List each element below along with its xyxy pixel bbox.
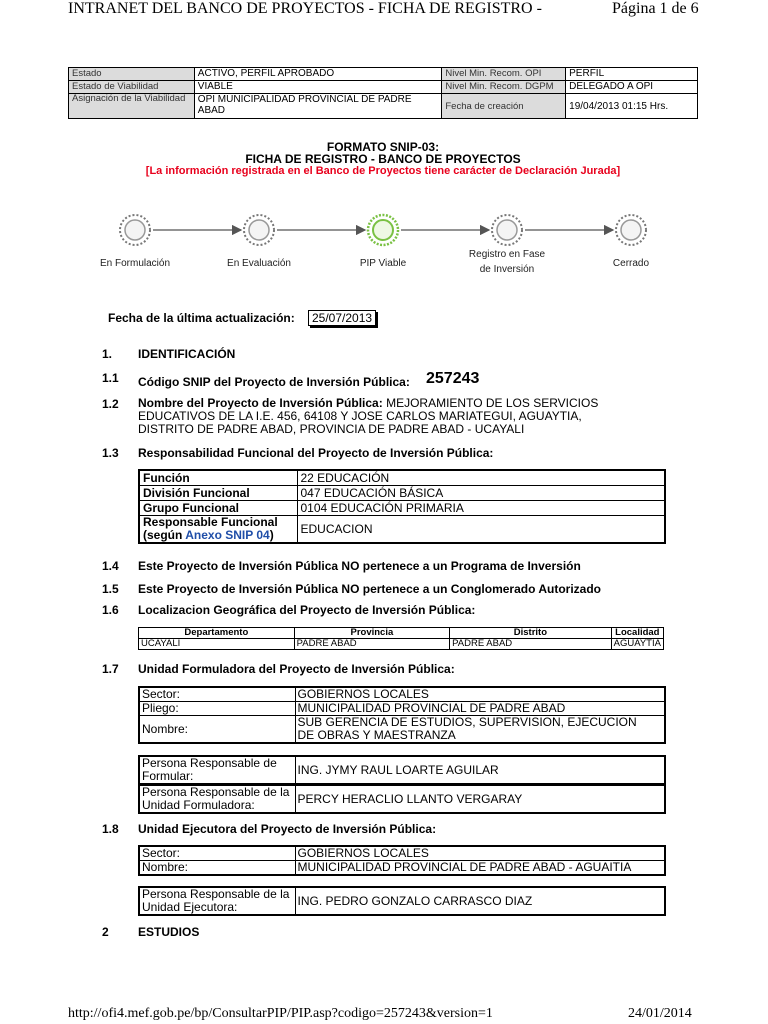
status-table bbox=[68, 67, 698, 119]
page-number: Página 1 de 6 bbox=[612, 0, 699, 17]
grupo-funcional-label: Grupo Funcional bbox=[139, 501, 297, 516]
project-name-label: Nombre del Proyecto de Inversión Pública: bbox=[138, 396, 383, 410]
status-flow-diagram bbox=[95, 205, 695, 255]
min-level-dgpm-label: Nivel Min. Recom. DGPM bbox=[442, 81, 566, 94]
flow-step-formulacion-node bbox=[120, 215, 150, 245]
funcion-value: 22 EDUCACIÓN bbox=[297, 470, 665, 486]
ue-sector-label: Sector: bbox=[139, 846, 295, 861]
viability-assignment-value: OPI MUNICIPALIDAD PROVINCIAL DE PADRE ABAD bbox=[194, 94, 442, 119]
formulator-label-line-2: Formular: bbox=[142, 769, 194, 783]
ue-responsible-value: ING. PEDRO GONZALO CARRASCO DIAZ bbox=[295, 887, 665, 915]
responsable-funcional-label-line-1: Responsable Funcional bbox=[143, 515, 278, 529]
section-1-number: 1. bbox=[102, 347, 113, 361]
project-name-line-3: DISTRITO DE PADRE ABAD, PROVINCIA DE PADRE ABAD - UCAYALI bbox=[138, 422, 525, 436]
uf-responsible-label-line-2: Unidad Formuladora: bbox=[142, 798, 255, 812]
project-name-block bbox=[138, 397, 598, 436]
last-update-label: Fecha de la última actualización: bbox=[108, 311, 295, 325]
ue-sector-value: GOBIERNOS LOCALES bbox=[295, 846, 665, 861]
executing-unit-table bbox=[138, 845, 666, 876]
geographic-location-table bbox=[138, 627, 664, 650]
ue-nombre-label: Nombre: bbox=[139, 861, 295, 876]
uf-responsible-label bbox=[139, 785, 295, 813]
section-2-title: ESTUDIOS bbox=[138, 925, 200, 939]
column-header-departamento: Departamento bbox=[139, 628, 295, 639]
table-row bbox=[139, 861, 665, 876]
format-title: FORMATO SNIP-03: bbox=[326, 140, 440, 154]
table-row bbox=[139, 470, 665, 486]
uf-pliego-label: Pliego: bbox=[139, 702, 295, 716]
provincia-value: PADRE ABAD bbox=[294, 639, 450, 650]
table-row bbox=[139, 687, 665, 702]
executing-unit-title: Unidad Ejecutora del Proyecto de Inversión Pública: bbox=[138, 822, 437, 836]
section-1-8-number: 1.8 bbox=[102, 822, 119, 836]
min-level-opi-value: PERFIL bbox=[566, 68, 698, 81]
formulating-unit-title: Unidad Formuladora del Proyecto de Inversión Pública: bbox=[138, 662, 455, 676]
flow-step-cerrado-label: Cerrado bbox=[612, 258, 650, 269]
anexo-snip-04-link[interactable]: Anexo SNIP 04 bbox=[185, 528, 270, 542]
geographic-location-title: Localizacion Geográfica del Proyecto de Inversión Pública: bbox=[138, 603, 476, 617]
uf-nombre-line-2: DE OBRAS Y MAESTRANZA bbox=[297, 728, 456, 742]
responsable-funcional-label-prefix: (según bbox=[143, 528, 186, 542]
min-level-dgpm-value: DELEGADO A OPI bbox=[566, 81, 698, 94]
localidad-value: AGUAYTIA bbox=[611, 639, 663, 650]
executing-unit-responsible-table bbox=[138, 886, 666, 916]
formulating-unit-table bbox=[138, 686, 666, 744]
viability-assignment-label: Asignación de la Viabilidad bbox=[69, 94, 195, 119]
column-header-distrito: Distrito bbox=[450, 628, 611, 639]
status-value: ACTIVO, PERFIL APROBADO bbox=[194, 68, 442, 81]
flow-step-pip-viable-label: PIP Viable bbox=[359, 258, 407, 269]
formulating-responsible-table bbox=[138, 755, 666, 785]
flow-step-evaluacion-label: En Evaluación bbox=[227, 258, 291, 269]
table-row bbox=[139, 756, 665, 784]
table-row bbox=[139, 639, 664, 650]
viability-status-label: Estado de Viabilidad bbox=[69, 81, 195, 94]
investment-program-statement: Este Proyecto de Inversión Pública NO pertenece a un Programa de Inversión bbox=[138, 559, 581, 573]
formulator-value: ING. JYMY RAUL LOARTE AGUILAR bbox=[295, 756, 665, 784]
footer-url: http://ofi4.mef.gob.pe/bp/ConsultarPIP/PIP.asp?codigo=257243&version=1 bbox=[68, 1006, 493, 1021]
last-update-value: 25/07/2013 bbox=[308, 310, 376, 326]
column-header-provincia: Provincia bbox=[294, 628, 450, 639]
funcion-label: Función bbox=[139, 470, 297, 486]
uf-responsible-label-line-1: Persona Responsable de la bbox=[142, 785, 290, 799]
functional-responsibility-title: Responsabilidad Funcional del Proyecto de Inversión Pública: bbox=[138, 446, 494, 460]
responsable-funcional-label-suffix: ) bbox=[269, 528, 274, 542]
page-header-title: INTRANET DEL BANCO DE PROYECTOS - FICHA DE REGISTRO - bbox=[68, 0, 542, 17]
section-1-6-number: 1.6 bbox=[102, 603, 119, 617]
departamento-value: UCAYALI bbox=[139, 639, 295, 650]
format-subtitle: FICHA DE REGISTRO - BANCO DE PROYECTOS bbox=[245, 152, 521, 166]
section-1-7-number: 1.7 bbox=[102, 662, 119, 676]
creation-date-value: 19/04/2013 01:15 Hrs. bbox=[566, 94, 698, 119]
column-header-localidad: Localidad bbox=[611, 628, 663, 639]
flow-step-cerrado-node bbox=[616, 215, 646, 245]
division-funcional-value: 047 EDUCACIÓN BÁSICA bbox=[297, 486, 665, 501]
status-row bbox=[69, 94, 698, 119]
flow-step-pip-viable-node bbox=[368, 215, 398, 245]
uf-pliego-value: MUNICIPALIDAD PROVINCIAL DE PADRE ABAD bbox=[295, 702, 665, 716]
functional-responsibility-table bbox=[138, 469, 666, 544]
snip-code-value: 257243 bbox=[426, 370, 480, 387]
section-1-5-number: 1.5 bbox=[102, 582, 119, 596]
ue-responsible-label-line-1: Persona Responsable de la bbox=[142, 887, 290, 901]
responsable-funcional-value: EDUCACION bbox=[297, 516, 665, 544]
division-funcional-label: División Funcional bbox=[139, 486, 297, 501]
flow-step-formulacion-label: En Formulación bbox=[99, 258, 171, 269]
ue-responsible-label bbox=[139, 887, 295, 915]
uf-nombre-value bbox=[295, 716, 665, 744]
section-1-3-number: 1.3 bbox=[102, 446, 119, 460]
project-name-line-1: MEJORAMIENTO DE LOS SERVICIOS bbox=[386, 396, 599, 410]
section-1-1-number: 1.1 bbox=[102, 371, 119, 385]
conglomerate-statement: Este Proyecto de Inversión Pública NO pertenece a un Conglomerado Autorizado bbox=[138, 582, 601, 596]
table-row bbox=[139, 887, 665, 915]
formulating-unit-responsible-table bbox=[138, 784, 666, 814]
flow-step-evaluacion-node bbox=[244, 215, 274, 245]
uf-nombre-label: Nombre: bbox=[139, 716, 295, 744]
project-name-line-2: EDUCATIVOS DE LA I.E. 456, 64108 Y JOSE CARLOS MARIATEGUI, AGUAYTIA, bbox=[138, 409, 582, 423]
distrito-value: PADRE ABAD bbox=[450, 639, 611, 650]
ue-responsible-label-line-2: Unidad Ejecutora: bbox=[142, 900, 238, 914]
formulator-label bbox=[139, 756, 295, 784]
table-row bbox=[139, 702, 665, 716]
section-2-number: 2 bbox=[102, 925, 109, 939]
uf-sector-label: Sector: bbox=[139, 687, 295, 702]
table-row bbox=[139, 785, 665, 813]
uf-responsible-value: PERCY HERACLIO LLANTO VERGARAY bbox=[295, 785, 665, 813]
status-row bbox=[69, 68, 698, 81]
creation-date-label: Fecha de creación bbox=[442, 94, 566, 119]
table-row bbox=[139, 501, 665, 516]
viability-status-value: VIABLE bbox=[194, 81, 442, 94]
table-row bbox=[139, 716, 665, 744]
sworn-declaration-notice: [La información registrada en el Banco de Proyectos tiene carácter de Declaración Jurada] bbox=[145, 165, 621, 177]
status-row bbox=[69, 81, 698, 94]
table-row bbox=[139, 486, 665, 501]
status-label: Estado bbox=[69, 68, 195, 81]
snip-code-label: Código SNIP del Proyecto de Inversión Pública: bbox=[138, 375, 410, 389]
section-1-title: IDENTIFICACIÓN bbox=[138, 347, 236, 361]
formulator-label-line-1: Persona Responsable de bbox=[142, 756, 277, 770]
uf-nombre-line-1: SUB GERENCIA DE ESTUDIOS, SUPERVISION, EJECUCION bbox=[297, 715, 637, 729]
table-header-row bbox=[139, 628, 664, 639]
table-row bbox=[139, 516, 665, 544]
uf-sector-value: GOBIERNOS LOCALES bbox=[295, 687, 665, 702]
flow-step-registro-label: Registro en Fase de Inversión bbox=[468, 249, 546, 275]
section-1-2-number: 1.2 bbox=[102, 397, 119, 411]
table-row bbox=[139, 846, 665, 861]
footer-date: 24/01/2014 bbox=[628, 1006, 692, 1021]
min-level-opi-label: Nivel Min. Recom. OPI bbox=[442, 68, 566, 81]
grupo-funcional-value: 0104 EDUCACIÓN PRIMARIA bbox=[297, 501, 665, 516]
flow-step-registro-node bbox=[492, 215, 522, 245]
section-1-4-number: 1.4 bbox=[102, 559, 119, 573]
responsable-funcional-label bbox=[139, 516, 297, 544]
ue-nombre-value: MUNICIPALIDAD PROVINCIAL DE PADRE ABAD - AGUAITIA bbox=[295, 861, 665, 876]
